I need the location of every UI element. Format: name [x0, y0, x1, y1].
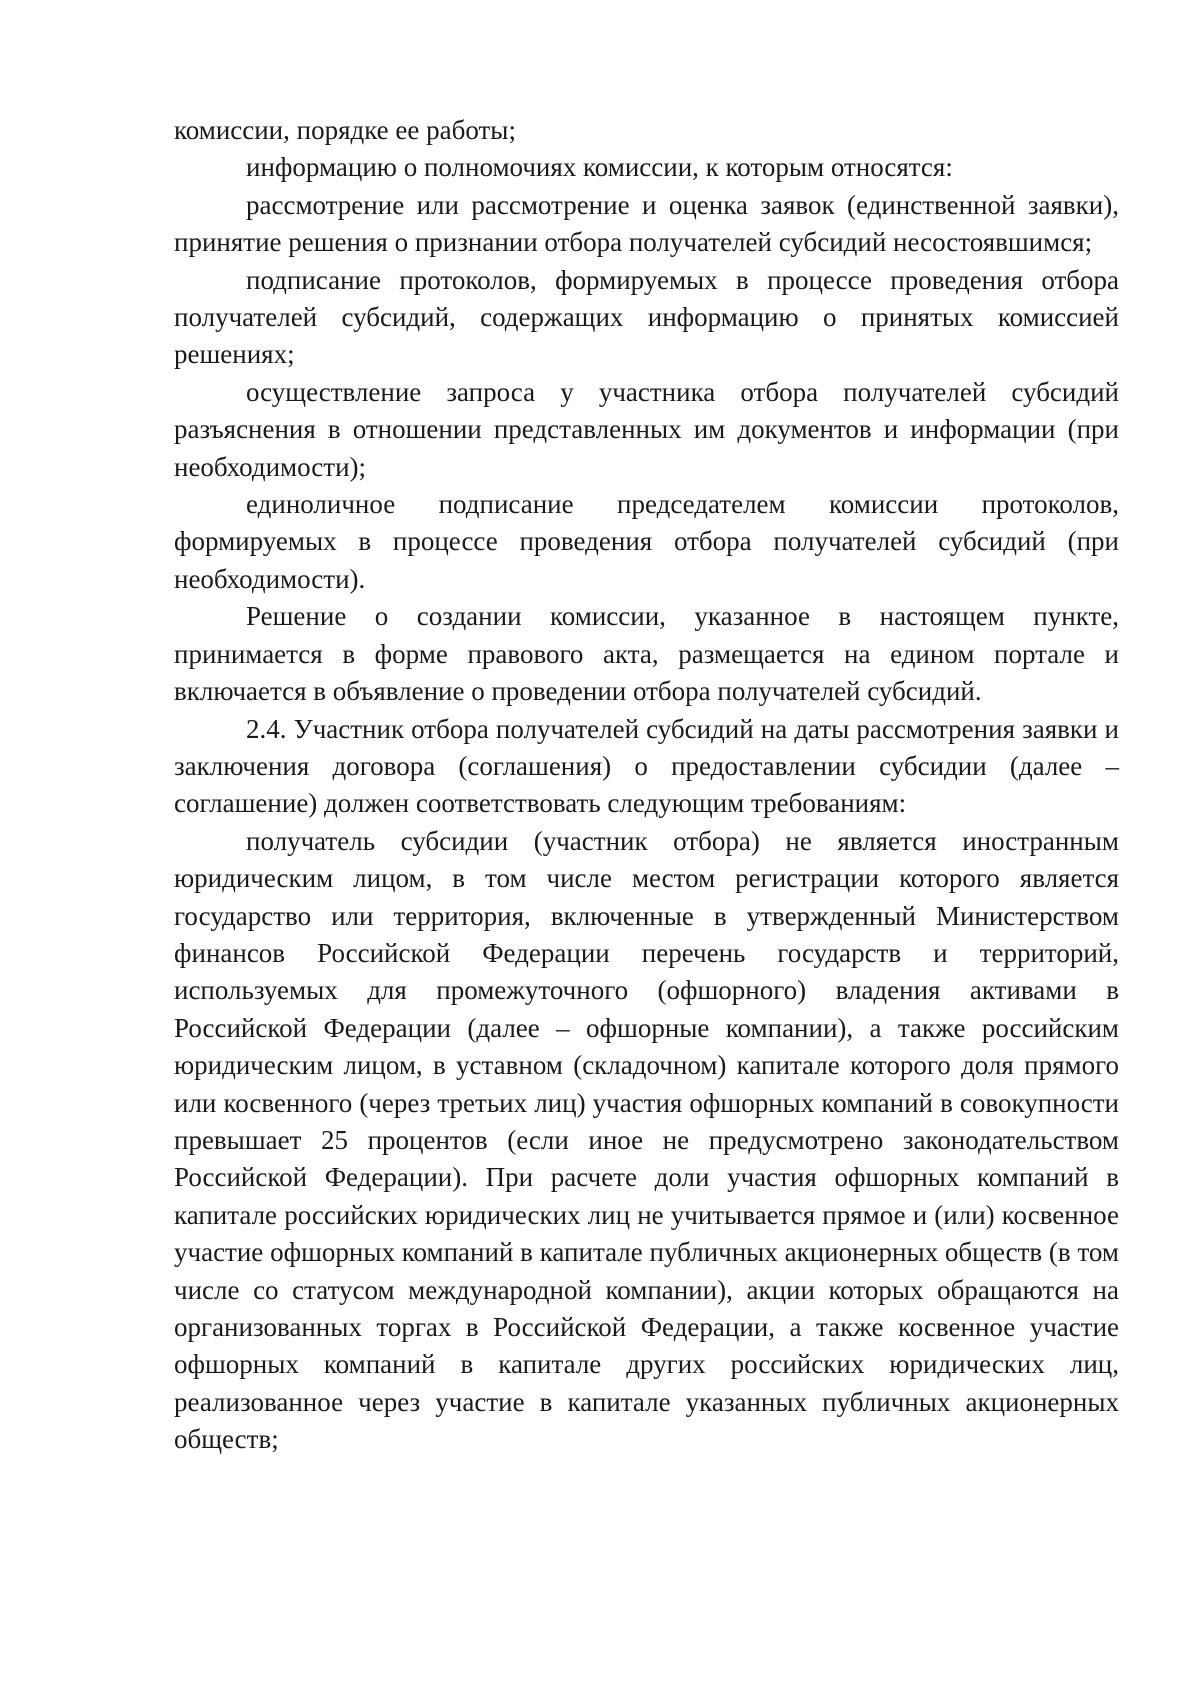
paragraph-chairman-signing: единоличное подписание председателем комиссии протоколов, формируемых в процессе проведения отбора получателей субсидий (при необходимости). [174, 489, 1119, 594]
paragraph-offshore-requirement: получатель субсидии (участник отбора) не является иностранным юридическим лицом, в том числе местом регистрации которого является государство или территория, включенные в утвержденный Министерством финансов Российской Федерации перечень государств и территорий, используемых для промежуточного (офшорного) владения активами в Российской Федерации (далее – офшорные компании), а также российским юридическим лицом, в уставном (складочном) капитале которого доля прямого или косвенного (через третьих лиц) участия офшорных компаний в совокупности превышает 25 процентов (если иное не предусмотрено законодательством Российской Федерации). При расчете доли участия офшорных компаний в капитале российских юридических лиц не учитывается прямое и (или) косвенное участие офшорных компаний в капитале публичных акционерных обществ (в том числе со статусом международной компании), акции которых обращаются на организованных торгах в Российской Федерации, а также косвенное участие офшорных компаний в капитале других российских юридических лиц, реализованное через участие в капитале указанных публичных акционерных обществ; [174, 825, 1119, 1455]
paragraph-signing-protocols: подписание протоколов, формируемых в процессе проведения отбора получателей субсидий, содержащих информацию о принятых комиссией решениях; [174, 264, 1119, 370]
paragraph-review-applications: рассмотрение или рассмотрение и оценка заявок (единственной заявки), принятие решения о признании отбора получателей субсидий несостоявшимся; [174, 189, 1119, 258]
paragraph-clarification-request: осуществление запроса у участника отбора получателей субсидий разъяснения в отношении представленных им документов и информации (при необходимости); [174, 376, 1119, 482]
document-body [174, 112, 1119, 1459]
paragraph-section-2-4: 2.4. Участник отбора получателей субсидий на даты рассмотрения заявки и заключения договора (соглашения) о предоставлении субсидии (далее – соглашение) должен соответствовать следующим требованиям: [174, 713, 1119, 819]
paragraph-commission-procedure: комиссии, порядке ее работы; [174, 115, 516, 145]
paragraph-commission-powers-intro: информацию о полномочиях комиссии, к которым относятся: [246, 152, 953, 183]
paragraph-commission-decision: Решение о создании комиссии, указанное в настоящем пункте, принимается в форме правового акта, размещается на едином портале и включается в объявление о проведении отбора получателей субсидий. [174, 601, 1119, 707]
